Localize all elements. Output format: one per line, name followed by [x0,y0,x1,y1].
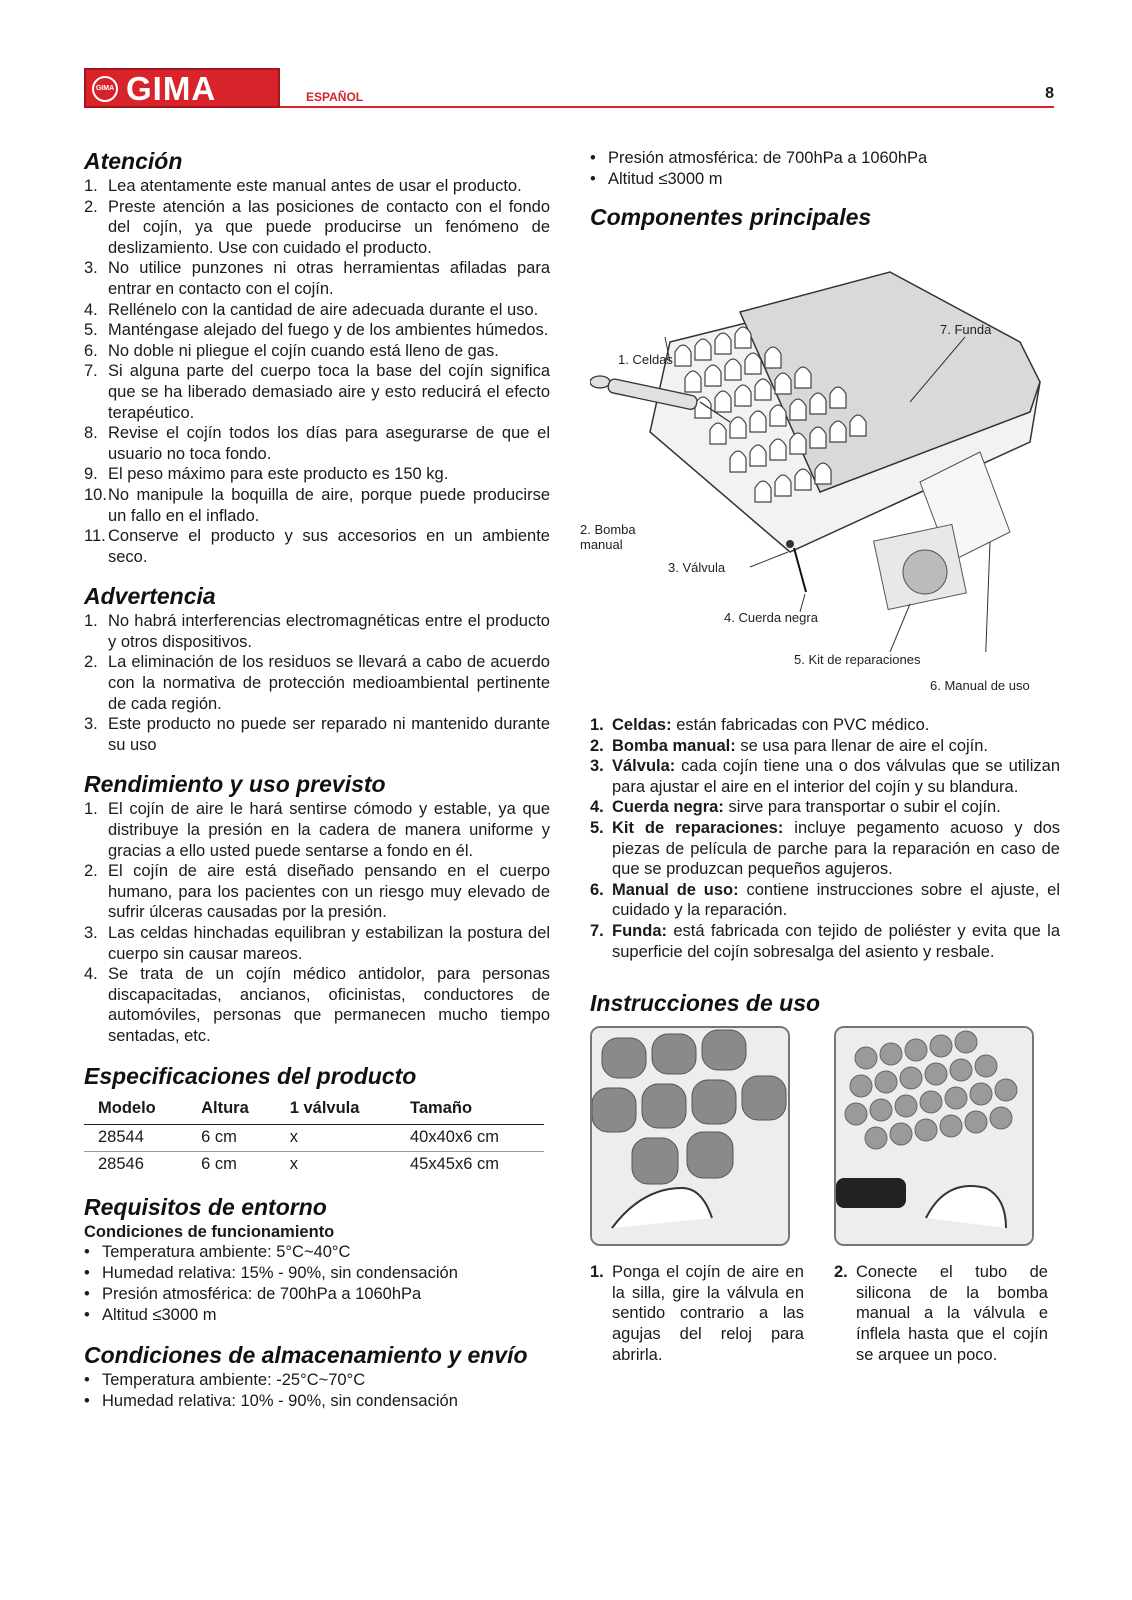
label-manual: 6. Manual de uso [930,678,1030,693]
list-item: • Humedad relativa: 15% - 90%, sin condensación [84,1263,550,1284]
list-item: 8. Revise el cojín todos los días para asegurarse de que el usuario no toca fondo. [84,424,550,463]
table-row [84,1151,544,1178]
section-title: Atención [84,148,183,174]
section-title: Rendimiento y uso previsto [84,771,386,798]
right-column [580,148,1061,1372]
table-cell: 28546 [98,1154,144,1173]
gima-logo [84,68,280,108]
list-item: • Presión atmosférica: de 700hPa a 1060hPa [590,148,1060,169]
list-item: 10. No manipule la boquilla de aire, porque puede producirse un fallo en el inflado. [84,485,550,525]
column-header: Modelo [84,1095,187,1125]
section-subtitle: Condiciones de funcionamiento [84,1222,335,1241]
cushion-valve-image [592,1028,788,1244]
list-item: 7. Funda: está fabricada con tejido de poliéster y evita que la superficie del cojín sobresalga del asiento y resbale. [590,921,1060,961]
instruction-steps [590,1262,1060,1372]
list-item: 3. Válvula: cada cojín tiene una o dos válvulas que se utilizan para ajustar el aire en el interior del cojín y su blandura. [590,757,1060,796]
list-item: 6. No doble ni pliegue el cojín cuando está lleno de gas. [84,341,499,360]
valve-shape [786,540,794,548]
table-row [84,1124,544,1151]
atencion-list [84,176,550,567]
list-item: 4. Se trata de un cojín médico antidolor, para personas discapacitadas, ancianos, oficinistas, conductores de automóviles, personas que permanecen mucho tiempo sentadas, etc. [84,965,550,1045]
list-item: 2. El cojín de aire está diseñado pensando en el cuerpo humano, para los pacientes con un riesgo muy elevado de sufrir úlceras causadas por la presión. [84,862,550,922]
list-item: 2. Preste atención a las posiciones de contacto con el fondo del cojín, ya que puede producirse un fenómeno de deslizamiento. Use con cuidado el producto. [84,197,550,257]
almacenamiento-list [84,1370,550,1412]
header-rule [280,106,1054,108]
list-item: • Humedad relativa: 10% - 90%, sin condensación [84,1391,550,1412]
logo-text: GIMA [126,70,217,107]
section-title: Advertencia [84,583,216,610]
list-item: 1. El cojín de aire le hará sentirse cómodo y estable, ya que distribuye la presión en la cadera de manera uniforme y gracias a ello usted puede sentarse a fondo en él. [84,800,550,860]
section-title: Requisitos de entorno [84,1193,327,1220]
step-2: 2. Conecte el tubo de silicona de la bomba manual a la válvula e ínflela hasta que el cojín se arquee un poco. [834,1263,1048,1364]
section-requisitos [84,1194,550,1326]
list-item: 4. Cuerda negra: sirve para transportar o subir el cojín. [590,798,1001,817]
cushion-illustration [590,232,1060,652]
step-1-photo [590,1026,790,1246]
table-cell: x [276,1124,396,1151]
continued-list [590,148,1060,190]
section-advertencia [84,583,550,755]
rendimiento-list [84,799,550,1046]
list-item: 3. No utilice punzones ni otras herramientas afiladas para entrar en contacto con el cojín. [84,259,550,298]
components-list [590,715,1060,962]
section-title: Componentes principales [590,204,872,230]
section-title: Condiciones de almacenamiento y envío [84,1341,528,1368]
list-item: 7. Si alguna parte del cuerpo toca la base del cojín significa que se ha liberado demasiado aire y esto reducirá el efecto terapéutico. [84,362,550,422]
table-cell: 45x45x6 cm [410,1154,499,1173]
spec-table [84,1095,544,1178]
column-header: Tamaño [396,1095,544,1125]
list-item: • Presión atmosférica: de 700hPa a 1060hPa [84,1284,550,1305]
list-item: • Altitud ≤3000 m [84,1305,550,1326]
list-item: 2. Bomba manual: se usa para llenar de aire el cojín. [590,736,989,755]
section-especificaciones [84,1063,550,1178]
page-header [84,68,1054,108]
list-item: 9. El peso máximo para este producto es 150 kg. [84,465,449,484]
page-number: 8 [1045,85,1054,102]
table-cell: 28544 [84,1124,187,1151]
list-item: 2. La eliminación de los residuos se llevará a cabo de acuerdo con la normativa de protección medioambiental pertinente de cada región. [84,653,550,713]
list-item: • Temperatura ambiente: -25°C~70°C [84,1370,550,1391]
list-item: 1. Lea atentamente este manual antes de usar el producto. [84,177,522,195]
list-item: 3. Las celdas hinchadas equilibran y estabilizan la postura del cuerpo sin causar mareos. [84,924,550,963]
list-item: 3. Este producto no puede ser reparado ni mantenido durante su uso [84,715,550,754]
label-kit: 5. Kit de reparaciones [794,652,921,667]
table-cell: 6 cm [187,1124,276,1151]
instruction-photos [590,1026,1060,1262]
list-item: 5. Kit de reparaciones: incluye pegamento acuoso y dos piezas de película de parche para la reparación en caso de que se produzcan pequeños agujeros. [590,818,1061,879]
section-title: Instrucciones de uso [590,990,821,1017]
list-item: 11. Conserve el producto y sus accesorios en un ambiente seco. [84,527,550,566]
table-header-row [84,1095,544,1125]
list-item: 1. Celdas: están fabricadas con PVC médico. [590,716,930,734]
list-item: 1. No habrá interferencias electromagnéticas entre el producto y otros dispositivos. [84,612,550,651]
list-item: • Temperatura ambiente: 5°C~40°C [84,1242,550,1263]
section-almacenamiento [84,1342,550,1412]
advertencia-list [84,611,550,755]
label-funda: 7. Funda [940,322,992,337]
section-atencion [84,148,550,567]
table-cell: x [289,1154,298,1173]
column-header: Altura [187,1095,276,1125]
cord-shape [794,548,806,592]
step-2-photo [834,1026,1034,1246]
gima-seal-icon: GIMA [92,76,118,102]
list-item: 4. Rellénelo con la cantidad de aire adecuada durante el uso. [84,300,539,319]
section-rendimiento [84,771,550,1046]
column-header: 1 válvula [276,1095,396,1125]
list-item: • Altitud ≤3000 m [590,169,1060,190]
label-bomba: 2. Bomba manual [580,522,636,552]
table-cell: 6 cm [201,1154,237,1173]
requisitos-list [84,1242,550,1326]
step-1: 1. Ponga el cojín de aire en la silla, gire la válvula en sentido contrario a las agujas del reloj para abrirla. [590,1263,804,1364]
components-diagram [580,232,1060,672]
cushion-pump-image [836,1028,1032,1244]
language-label: ESPAÑOL [306,90,364,104]
section-title: Especificaciones del producto [84,1062,417,1089]
left-column [84,148,550,1428]
label-celdas: 1. Celdas [618,352,673,367]
label-valvula: 3. Válvula [668,560,726,575]
list-item: 5. Manténgase alejado del fuego y de los ambientes húmedos. [84,321,549,340]
list-item: 6. Manual de uso: contiene instrucciones sobre el ajuste, el cuidado y la reparación. [590,880,1060,920]
label-cuerda: 4. Cuerda negra [724,610,818,625]
table-cell: 40x40x6 cm [396,1124,544,1151]
